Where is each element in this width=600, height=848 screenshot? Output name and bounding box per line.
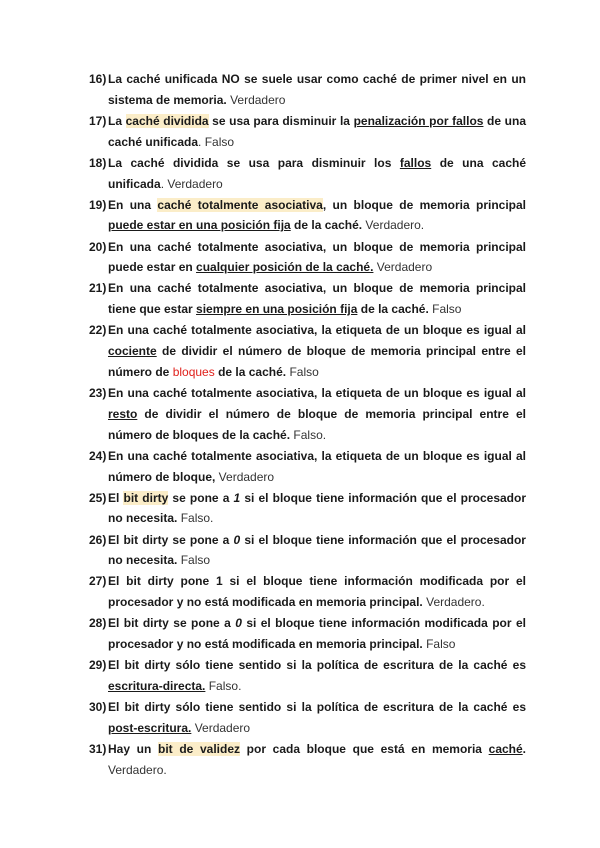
question-segment: caché totalmente asociativa xyxy=(157,197,323,212)
question-number: 25) xyxy=(89,490,107,505)
question-list xyxy=(89,69,526,781)
question-number: 20) xyxy=(89,239,107,254)
question-segment: bit de validez xyxy=(158,741,240,756)
question-segment: cualquier posición de la caché. xyxy=(196,260,374,275)
question-text xyxy=(108,153,526,195)
question-text xyxy=(108,383,526,445)
answer-text: Falso xyxy=(177,553,211,568)
question-segment: 0 xyxy=(233,532,241,547)
question-text xyxy=(108,488,526,530)
question-number: 26) xyxy=(89,532,107,547)
question-segment: si el bloque tiene información que el procesador no necesita. xyxy=(108,532,526,568)
question-text xyxy=(108,530,526,572)
question-segment: de una caché unificada xyxy=(108,155,526,191)
question-number: 30) xyxy=(89,700,107,715)
question-segment: de la caché. xyxy=(357,302,429,317)
question-segment: resto xyxy=(108,406,138,421)
question-segment: siempre en una posición fija xyxy=(196,302,358,317)
question-item xyxy=(89,488,526,530)
question-number: 21) xyxy=(89,281,107,296)
question-text xyxy=(108,739,526,781)
question-segment: de la caché. xyxy=(214,364,287,379)
question-text xyxy=(108,571,526,613)
question-segment: si el bloque tiene información modificada por el procesador y no está modificada en memoria principal. xyxy=(108,616,526,652)
answer-text: Verdadero. xyxy=(108,762,167,777)
answer-text: Verdadero xyxy=(226,92,286,107)
question-text xyxy=(108,278,526,320)
answer-text: Verdadero xyxy=(373,260,433,275)
question-segment: por cada bloque que está en memoria xyxy=(240,741,489,756)
question-item xyxy=(89,697,526,739)
answer-text: Verdadero. xyxy=(422,595,485,610)
question-number: 24) xyxy=(89,448,107,463)
answer-text: Falso. xyxy=(205,678,242,693)
answer-text: Verdadero xyxy=(215,469,275,484)
question-text xyxy=(108,613,526,655)
question-text xyxy=(108,195,526,237)
answer-text: Verdadero. xyxy=(362,218,425,233)
question-segment: penalización por fallos xyxy=(353,113,484,128)
answer-text: . Falso xyxy=(198,134,235,149)
question-item xyxy=(89,739,526,781)
question-text xyxy=(108,697,526,739)
answer-text: . Verdadero xyxy=(160,176,223,191)
question-segment: caché xyxy=(488,741,523,756)
question-item xyxy=(89,530,526,572)
question-segment: cociente xyxy=(108,344,157,359)
question-text xyxy=(108,237,526,279)
question-segment: se usa para disminuir la xyxy=(208,113,354,128)
question-segment: En una caché totalmente asociativa, la etiqueta de un bloque es igual al número de bloque, xyxy=(108,448,526,484)
answer-text: Falso xyxy=(428,302,462,317)
question-segment: , un bloque de memoria principal xyxy=(322,197,526,212)
question-segment: La caché dividida se usa para disminuir los xyxy=(108,155,400,170)
question-number: 31) xyxy=(89,741,107,756)
question-item xyxy=(89,153,526,195)
question-segment: En una caché totalmente asociativa, un bloque de memoria principal tiene que estar xyxy=(108,281,526,317)
answer-text: Verdadero xyxy=(191,720,251,735)
question-text xyxy=(108,446,526,488)
question-segment: de la caché. xyxy=(290,218,363,233)
question-item xyxy=(89,111,526,153)
question-item xyxy=(89,320,526,382)
question-text xyxy=(108,111,526,153)
question-segment: En una caché totalmente asociativa, un bloque de memoria principal puede estar en xyxy=(108,239,526,275)
question-segment: fallos xyxy=(399,155,432,170)
question-segment: de una caché unificada xyxy=(108,113,526,149)
question-segment: puede estar en una posición fija xyxy=(108,218,291,233)
question-number: 27) xyxy=(89,574,107,589)
question-segment: 1 xyxy=(233,490,241,505)
question-number: 22) xyxy=(89,323,107,338)
question-segment: bit dirty xyxy=(123,490,169,505)
question-segment: El bit dirty pone 1 si el bloque tiene información modificada por el procesador y no está modificada en memoria principal. xyxy=(108,574,526,610)
question-segment: 0 xyxy=(235,616,242,631)
question-segment: si el bloque tiene información que el procesador no necesita. xyxy=(108,490,527,526)
question-item xyxy=(89,69,526,111)
question-number: 29) xyxy=(89,658,107,673)
question-segment: . xyxy=(522,741,527,756)
question-segment: de dividir el número de bloque de memoria principal entre el número de xyxy=(108,344,526,379)
question-number: 16) xyxy=(89,72,107,86)
question-segment: El bit dirty sólo tiene sentido si la política de escritura de la caché es xyxy=(108,658,526,673)
question-segment: post-escritura. xyxy=(108,720,192,735)
question-item xyxy=(89,446,526,488)
question-segment: El bit dirty se pone a xyxy=(108,616,236,631)
answer-text: Falso xyxy=(286,364,319,379)
question-item xyxy=(89,571,526,613)
question-segment: La caché unificada NO se suele usar como caché de primer nivel en un sistema de memoria. xyxy=(108,72,526,107)
question-segment: En una caché totalmente asociativa, la etiqueta de un bloque es igual al xyxy=(108,323,526,338)
question-segment: caché dividida xyxy=(125,113,209,128)
question-number: 19) xyxy=(89,197,107,212)
question-segment: Hay un xyxy=(108,741,158,756)
question-item xyxy=(89,655,526,697)
question-number: 23) xyxy=(89,386,107,401)
question-text xyxy=(108,320,526,382)
question-segment: escritura-directa. xyxy=(108,678,206,693)
answer-text: Falso. xyxy=(290,427,327,442)
question-segment: En una caché totalmente asociativa, la etiqueta de un bloque es igual al xyxy=(108,386,526,401)
question-number: 28) xyxy=(89,616,107,631)
answer-text: Falso. xyxy=(177,511,214,526)
question-segment: El bit dirty sólo tiene sentido si la política de escritura de la caché es xyxy=(108,700,526,715)
question-item xyxy=(89,383,526,445)
question-segment: El xyxy=(108,490,124,505)
question-segment: El bit dirty se pone a xyxy=(108,532,234,547)
question-item xyxy=(89,237,526,279)
question-segment: La xyxy=(108,113,126,128)
question-segment: se pone a xyxy=(168,490,234,505)
question-text xyxy=(108,69,526,111)
question-number: 17) xyxy=(89,113,107,128)
question-item xyxy=(89,195,526,237)
answer-text: Falso xyxy=(422,637,456,652)
question-segment: de dividir el número de bloque de memoria principal entre el número de bloques de la caché. xyxy=(108,406,526,442)
question-segment: En una xyxy=(108,197,158,212)
question-item xyxy=(89,278,526,320)
question-segment: bloques xyxy=(172,364,215,379)
question-number: 18) xyxy=(89,155,107,170)
question-item xyxy=(89,613,526,655)
question-text xyxy=(108,655,526,697)
